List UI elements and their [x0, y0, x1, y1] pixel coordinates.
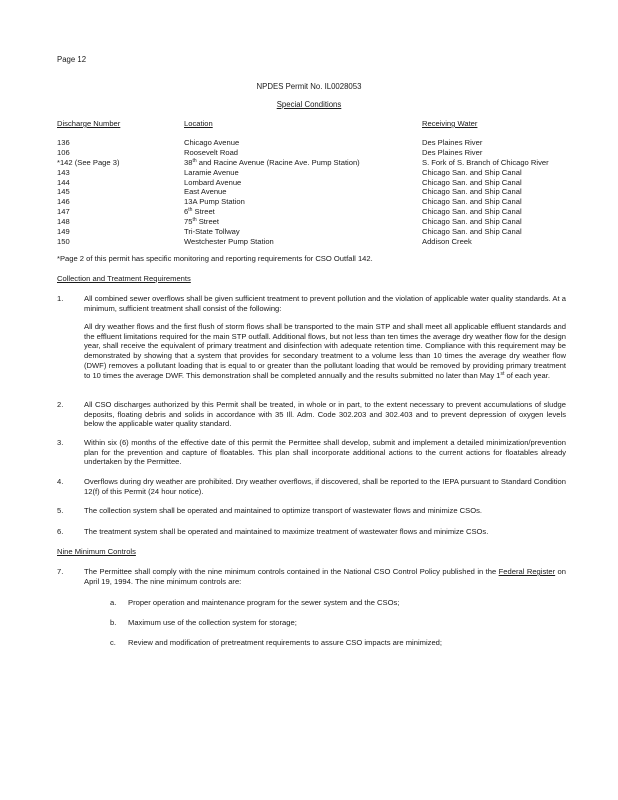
receiving-water-cell: Chicago San. and Ship Canal — [422, 187, 522, 197]
receiving-water-cell: Chicago San. and Ship Canal — [422, 217, 522, 227]
list-item-letter: a. — [110, 598, 117, 607]
location-cell: Roosevelt Road — [184, 147, 239, 157]
location-cell: East Avenue — [184, 187, 227, 197]
table-row: 147 — [57, 207, 70, 217]
item-number: 4. — [57, 477, 64, 486]
header-receiving-water: Receiving Water — [422, 119, 478, 128]
paragraph-1: All combined sewer overflows shall be given sufficient treatment to prevent pollution and the violation of applicable water quality standards. At a minimum, sufficient treatment shall consist of the following: — [84, 294, 566, 313]
location-cell: Laramie Avenue — [184, 167, 239, 177]
section-heading-nine-minimum-controls: Nine Minimum Controls — [57, 547, 136, 556]
table-row: *142 (See Page 3) — [57, 157, 120, 167]
receiving-water-cell: S. Fork of S. Branch of Chicago River — [422, 157, 549, 167]
permit-title: NPDES Permit No. IL0028053 — [256, 82, 362, 91]
discharge-number-column — [57, 138, 119, 247]
table-row: 150 — [57, 236, 70, 246]
paragraph-3: Within six (6) months of the effective date of this permit the Permittee shall develop, submit and implement a detailed minimization/prevention plan for the prevention and capture of floatables. This plan shall incorporate additional actions to the current actions for floatables already undertaken by the Permittee. — [84, 438, 566, 467]
receiving-water-cell: Des Plaines River — [422, 138, 483, 147]
location-cell: Westchester Pump Station — [184, 236, 274, 246]
section-subtitle: Special Conditions — [276, 100, 342, 109]
location-cell: Lombard Avenue — [184, 177, 242, 187]
paragraph-2: All CSO discharges authorized by this Permit shall be treated, in whole or in part, to the extent necessary to prevent accumulations of sludge deposits, floating debris and solids in accordance with 35 Ill. Adm. Code 302.203 and 302.403 and to prevent depression of oxygen levels below the applicable water quality standard. — [84, 400, 566, 429]
location-cell: 6th Street — [184, 207, 215, 217]
paragraph-1-detail: All dry weather flows and the first flush of storm flows shall be transported to the main STP and shall meet all applicable effluent standards and the effluent limitations required for the main STP outfall. Additional flows, but not less than ten times the average dry weather flow for the design year, shall receive the equivalent of primary treatment and disinfection with adequate retention time. Compliance with this requirement may be demonstrated by showing that a system that provides for secondary treatment to a volume less than 10 times the average dry weather flow (DWF) removes a pollutant loading that is equal to or greater than the pollutant loading that would be removed by providing primary treatment to 10 times the average DWF. This demonstration shall be completed annually and the results submitted no later than May 1st of each year. — [84, 322, 566, 380]
table-row: 144 — [57, 177, 70, 187]
header-location: Location — [184, 119, 213, 128]
receiving-water-cell: Chicago San. and Ship Canal — [422, 197, 522, 207]
item-number: 2. — [57, 400, 64, 409]
list-item: Review and modification of pretreatment requirements to assure CSO impacts are minimized; — [128, 638, 443, 647]
paragraph-7: The Permittee shall comply with the nine minimum controls contained in the National CSO Control Policy published in the Federal Register on April 19, 1994. The nine minimum controls are: — [84, 567, 567, 586]
item-number: 6. — [57, 527, 64, 536]
location-cell: 13A Pump Station — [184, 197, 245, 207]
receiving-water-cell: Des Plaines River — [422, 147, 483, 157]
paragraph-5: The collection system shall be operated and maintained to optimize transport of wastewater flows and minimize CSOs. — [84, 506, 483, 515]
receiving-water-cell: Chicago San. and Ship Canal — [422, 227, 522, 237]
list-item-letter: b. — [110, 618, 117, 627]
paragraph-4: Overflows during dry weather are prohibited. Dry weather overflows, if discovered, shall be reported to the IEPA pursuant to Standard Condition 12(f) of this Permit (24 hour notice). — [84, 477, 566, 496]
list-item: Maximum use of the collection system for storage; — [128, 618, 297, 627]
receiving-water-cell: Chicago San. and Ship Canal — [422, 207, 522, 217]
section-heading-collection: Collection and Treatment Requirements — [57, 274, 191, 283]
table-row: 143 — [57, 167, 70, 177]
table-row: 146 — [57, 197, 70, 207]
location-cell: 38th and Racine Avenue (Racine Ave. Pump Station) — [184, 157, 360, 167]
location-cell: Tri-State Tollway — [184, 227, 240, 237]
table-row: 149 — [57, 227, 70, 237]
receiving-water-cell: Chicago San. and Ship Canal — [422, 177, 522, 187]
table-row: 106 — [57, 147, 70, 157]
header-discharge-number: Discharge Number — [57, 119, 121, 128]
item-number: 3. — [57, 438, 64, 447]
table-row: 136 — [57, 138, 70, 147]
receiving-water-column — [422, 138, 549, 247]
list-item: Proper operation and maintenance program for the sewer system and the CSOs; — [128, 598, 400, 607]
list-item-letter: c. — [110, 638, 116, 647]
table-row: 145 — [57, 187, 70, 197]
item-number: 5. — [57, 506, 64, 515]
receiving-water-cell: Addison Creek — [422, 236, 472, 246]
item-number: 7. — [57, 567, 64, 576]
location-cell: Chicago Avenue — [184, 138, 240, 147]
table-row: 148 — [57, 217, 70, 227]
page-number: Page 12 — [57, 55, 87, 64]
paragraph-6: The treatment system shall be operated and maintained to maximize treatment of wastewater flows and minimize CSOs. — [84, 527, 489, 536]
location-column — [184, 138, 360, 247]
footnote: *Page 2 of this permit has specific monitoring and reporting requirements for CSO Outfall 142. — [57, 254, 373, 263]
item-number: 1. — [57, 294, 64, 303]
location-cell: 75th Street — [184, 217, 219, 227]
federal-register-title: Federal Register — [498, 567, 556, 576]
receiving-water-cell: Chicago San. and Ship Canal — [422, 167, 522, 177]
